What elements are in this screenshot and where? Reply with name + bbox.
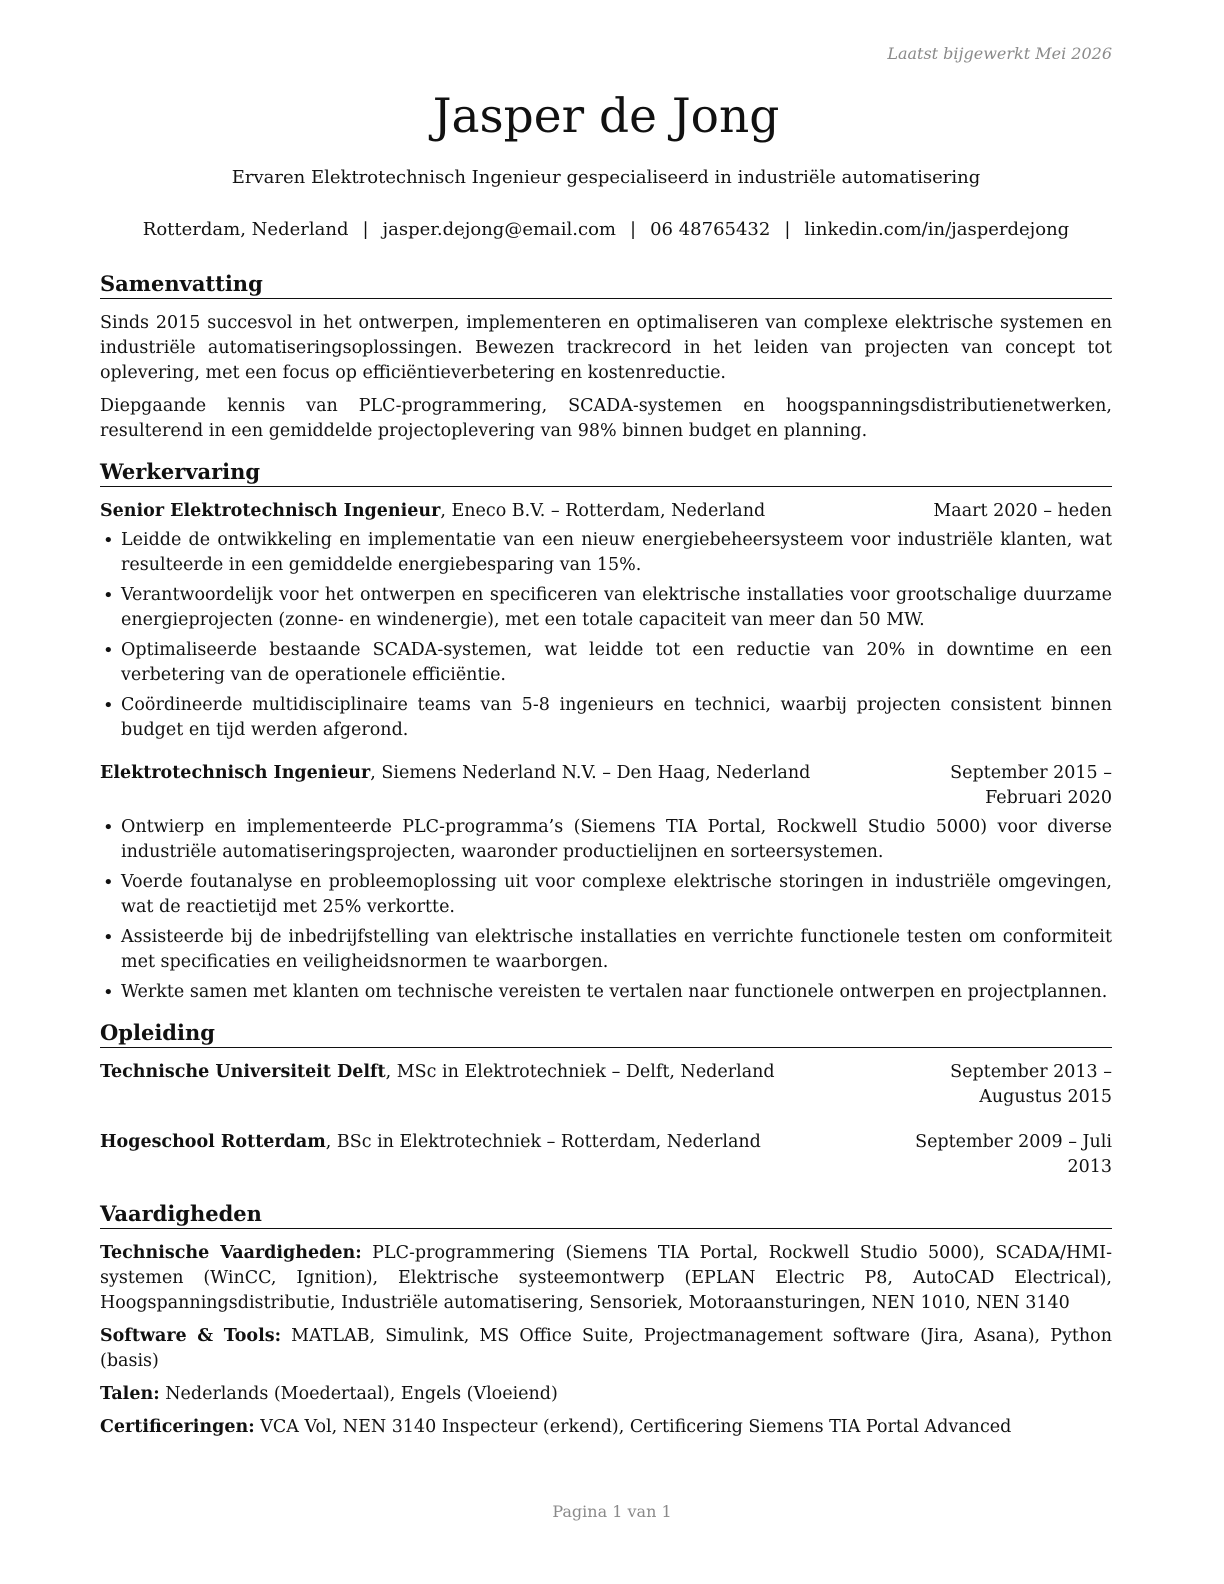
job-bullet: • Leidde de ontwikkeling en implementatie van een nieuw energiebeheersysteem voor industriële klanten, wat resulteerde in een gemiddelde energiebesparing van 15%. xyxy=(100,528,1112,578)
contact-location: Rotterdam, Nederland xyxy=(142,219,349,240)
experience-section xyxy=(100,458,1112,1005)
job-org: , Siemens Nederland N.V. – Den Haag, Nederland xyxy=(370,763,811,783)
education-school: Technische Universiteit Delft xyxy=(100,1062,386,1082)
section-title-experience: Werkervaring xyxy=(100,458,1112,487)
summary-section xyxy=(100,270,1112,444)
job-entry xyxy=(100,499,1112,743)
skill-row xyxy=(100,1241,1112,1316)
resume-content xyxy=(100,270,1112,1448)
job-bullet: • Assisteerde bij de inbedrijfstelling van elektrische installaties en verrichte functionele testen om conformiteit met specificaties en veiligheidsnormen te waarborgen. xyxy=(100,925,1112,975)
job-header xyxy=(100,499,1112,524)
section-title-summary: Samenvatting xyxy=(100,270,1112,299)
job-bullets xyxy=(100,528,1112,743)
skill-row xyxy=(100,1324,1112,1374)
job-bullet: • Voerde foutanalyse en probleemoplossing uit voor complexe elektrische storingen in industriële omgevingen, wat de reactietijd met 25% verkortte. xyxy=(100,870,1112,920)
contact-linkedin[interactable]: linkedin.com/in/jasperdejong xyxy=(804,219,1070,240)
job-bullet: • Verantwoordelijk voor het ontwerpen en specificeren van elektrische installaties voor grootschalige duurzame energieprojecten (zonne- en windenergie), met een totale capaciteit van meer dan 50 MW. xyxy=(100,583,1112,633)
page-number: Pagina 1 van 1 xyxy=(552,1502,672,1521)
job-bullet: • Ontwierp en implementeerde PLC-programma’s (Siemens TIA Portal, Rockwell Studio 5000) voor diverse industriële automatiseringsprojecten, waaronder productielijnen en sorteersystemen. xyxy=(100,815,1112,865)
summary-paragraph: Diepgaande kennis van PLC-programmering, SCADA-systemen en hoogspanningsdistributienetwerken, resulterend in een gemiddelde projectoplevering van 98% binnen budget en planning. xyxy=(100,396,1112,441)
job-role: Elektrotechnisch Ingenieur xyxy=(100,763,371,783)
skill-row xyxy=(100,1382,1112,1407)
skill-text: MATLAB, Simulink, MS Office Suite, Projectmanagement software (Jira, Asana), Python (basis) xyxy=(100,1326,1112,1371)
contact-email[interactable]: jasper.dejong@email.com xyxy=(382,219,617,240)
skill-label: Certificeringen: xyxy=(100,1417,255,1437)
contact-separator: | xyxy=(630,219,637,240)
job-role: Senior Elektrotechnisch Ingenieur xyxy=(100,501,441,521)
education-entry xyxy=(100,1130,1112,1180)
education-school: Hogeschool Rotterdam xyxy=(100,1132,326,1152)
skill-text: VCA Vol, NEN 3140 Inspecteur (erkend), Certificering Siemens TIA Portal Advanced xyxy=(254,1417,1012,1437)
skill-label: Talen: xyxy=(100,1384,160,1404)
job-dates: Maart 2020 – heden xyxy=(933,501,1112,521)
education-dates: September 2013 – Augustus 2015 xyxy=(950,1062,1112,1107)
job-header xyxy=(100,761,1112,811)
skill-text: Nederlands (Moedertaal), Engels (Vloeiend) xyxy=(159,1384,558,1404)
job-bullet: • Werkte samen met klanten om technische vereisten te vertalen naar functionele ontwerpen en projectplannen. xyxy=(100,980,1112,1005)
section-title-skills: Vaardigheden xyxy=(100,1200,1112,1229)
education-dates: September 2009 – Juli 2013 xyxy=(915,1132,1112,1177)
tagline: Ervaren Elektrotechnisch Ingenieur gespecialiseerd in industriële automatisering xyxy=(231,167,981,188)
skills-section xyxy=(100,1200,1112,1440)
skill-label: Technische Vaardigheden: xyxy=(100,1243,362,1263)
contact-separator: | xyxy=(362,219,369,240)
job-entry xyxy=(100,761,1112,1005)
job-dates: September 2015 – Februari 2020 xyxy=(950,763,1112,808)
candidate-name: Jasper de Jong xyxy=(432,89,780,144)
skill-text: PLC-programmering (Siemens TIA Portal, Rockwell Studio 5000), SCADA/HMI-systemen (WinCC, Ignition), Elektrische systeemontwerp (EPLAN Electric P8, AutoCAD Electrical), Hoogspanningsdistributie, Industriële automatisering, Sensoriek, Motoraansturingen, NEN 1010, NEN 3140 xyxy=(100,1243,1112,1313)
education-detail: , BSc in Elektrotechniek – Rotterdam, Nederland xyxy=(325,1132,761,1152)
education-detail: , MSc in Elektrotechniek – Delft, Nederland xyxy=(385,1062,775,1082)
summary-paragraph: Sinds 2015 succesvol in het ontwerpen, implementeren en optimaliseren van complexe elektrische systemen en industriële automatiseringsoplossingen. Bewezen trackrecord in het leiden van projecten van concept tot oplevering, met een focus op efficiëntieverbetering en kostenreductie. xyxy=(100,313,1112,383)
last-updated: Laatst bijgewerkt Mei 2026 xyxy=(887,44,1112,63)
contact-line xyxy=(100,219,1112,240)
skill-row xyxy=(100,1415,1112,1440)
section-title-education: Opleiding xyxy=(100,1019,1112,1048)
contact-separator: | xyxy=(784,219,791,240)
job-org: , Eneco B.V. – Rotterdam, Nederland xyxy=(440,501,766,521)
skill-label: Software & Tools: xyxy=(100,1326,282,1346)
contact-phone[interactable]: 06 48765432 xyxy=(650,219,771,240)
job-bullet: • Coördineerde multidisciplinaire teams van 5-8 ingenieurs en technici, waarbij projecten consistent binnen budget en tijd werden afgerond. xyxy=(100,693,1112,743)
education-entry xyxy=(100,1060,1112,1110)
job-bullet: • Optimaliseerde bestaande SCADA-systemen, wat leidde tot een reductie van 20% in downtime en een verbetering van de operationele efficiëntie. xyxy=(100,638,1112,688)
job-bullets xyxy=(100,815,1112,1005)
education-section xyxy=(100,1019,1112,1180)
